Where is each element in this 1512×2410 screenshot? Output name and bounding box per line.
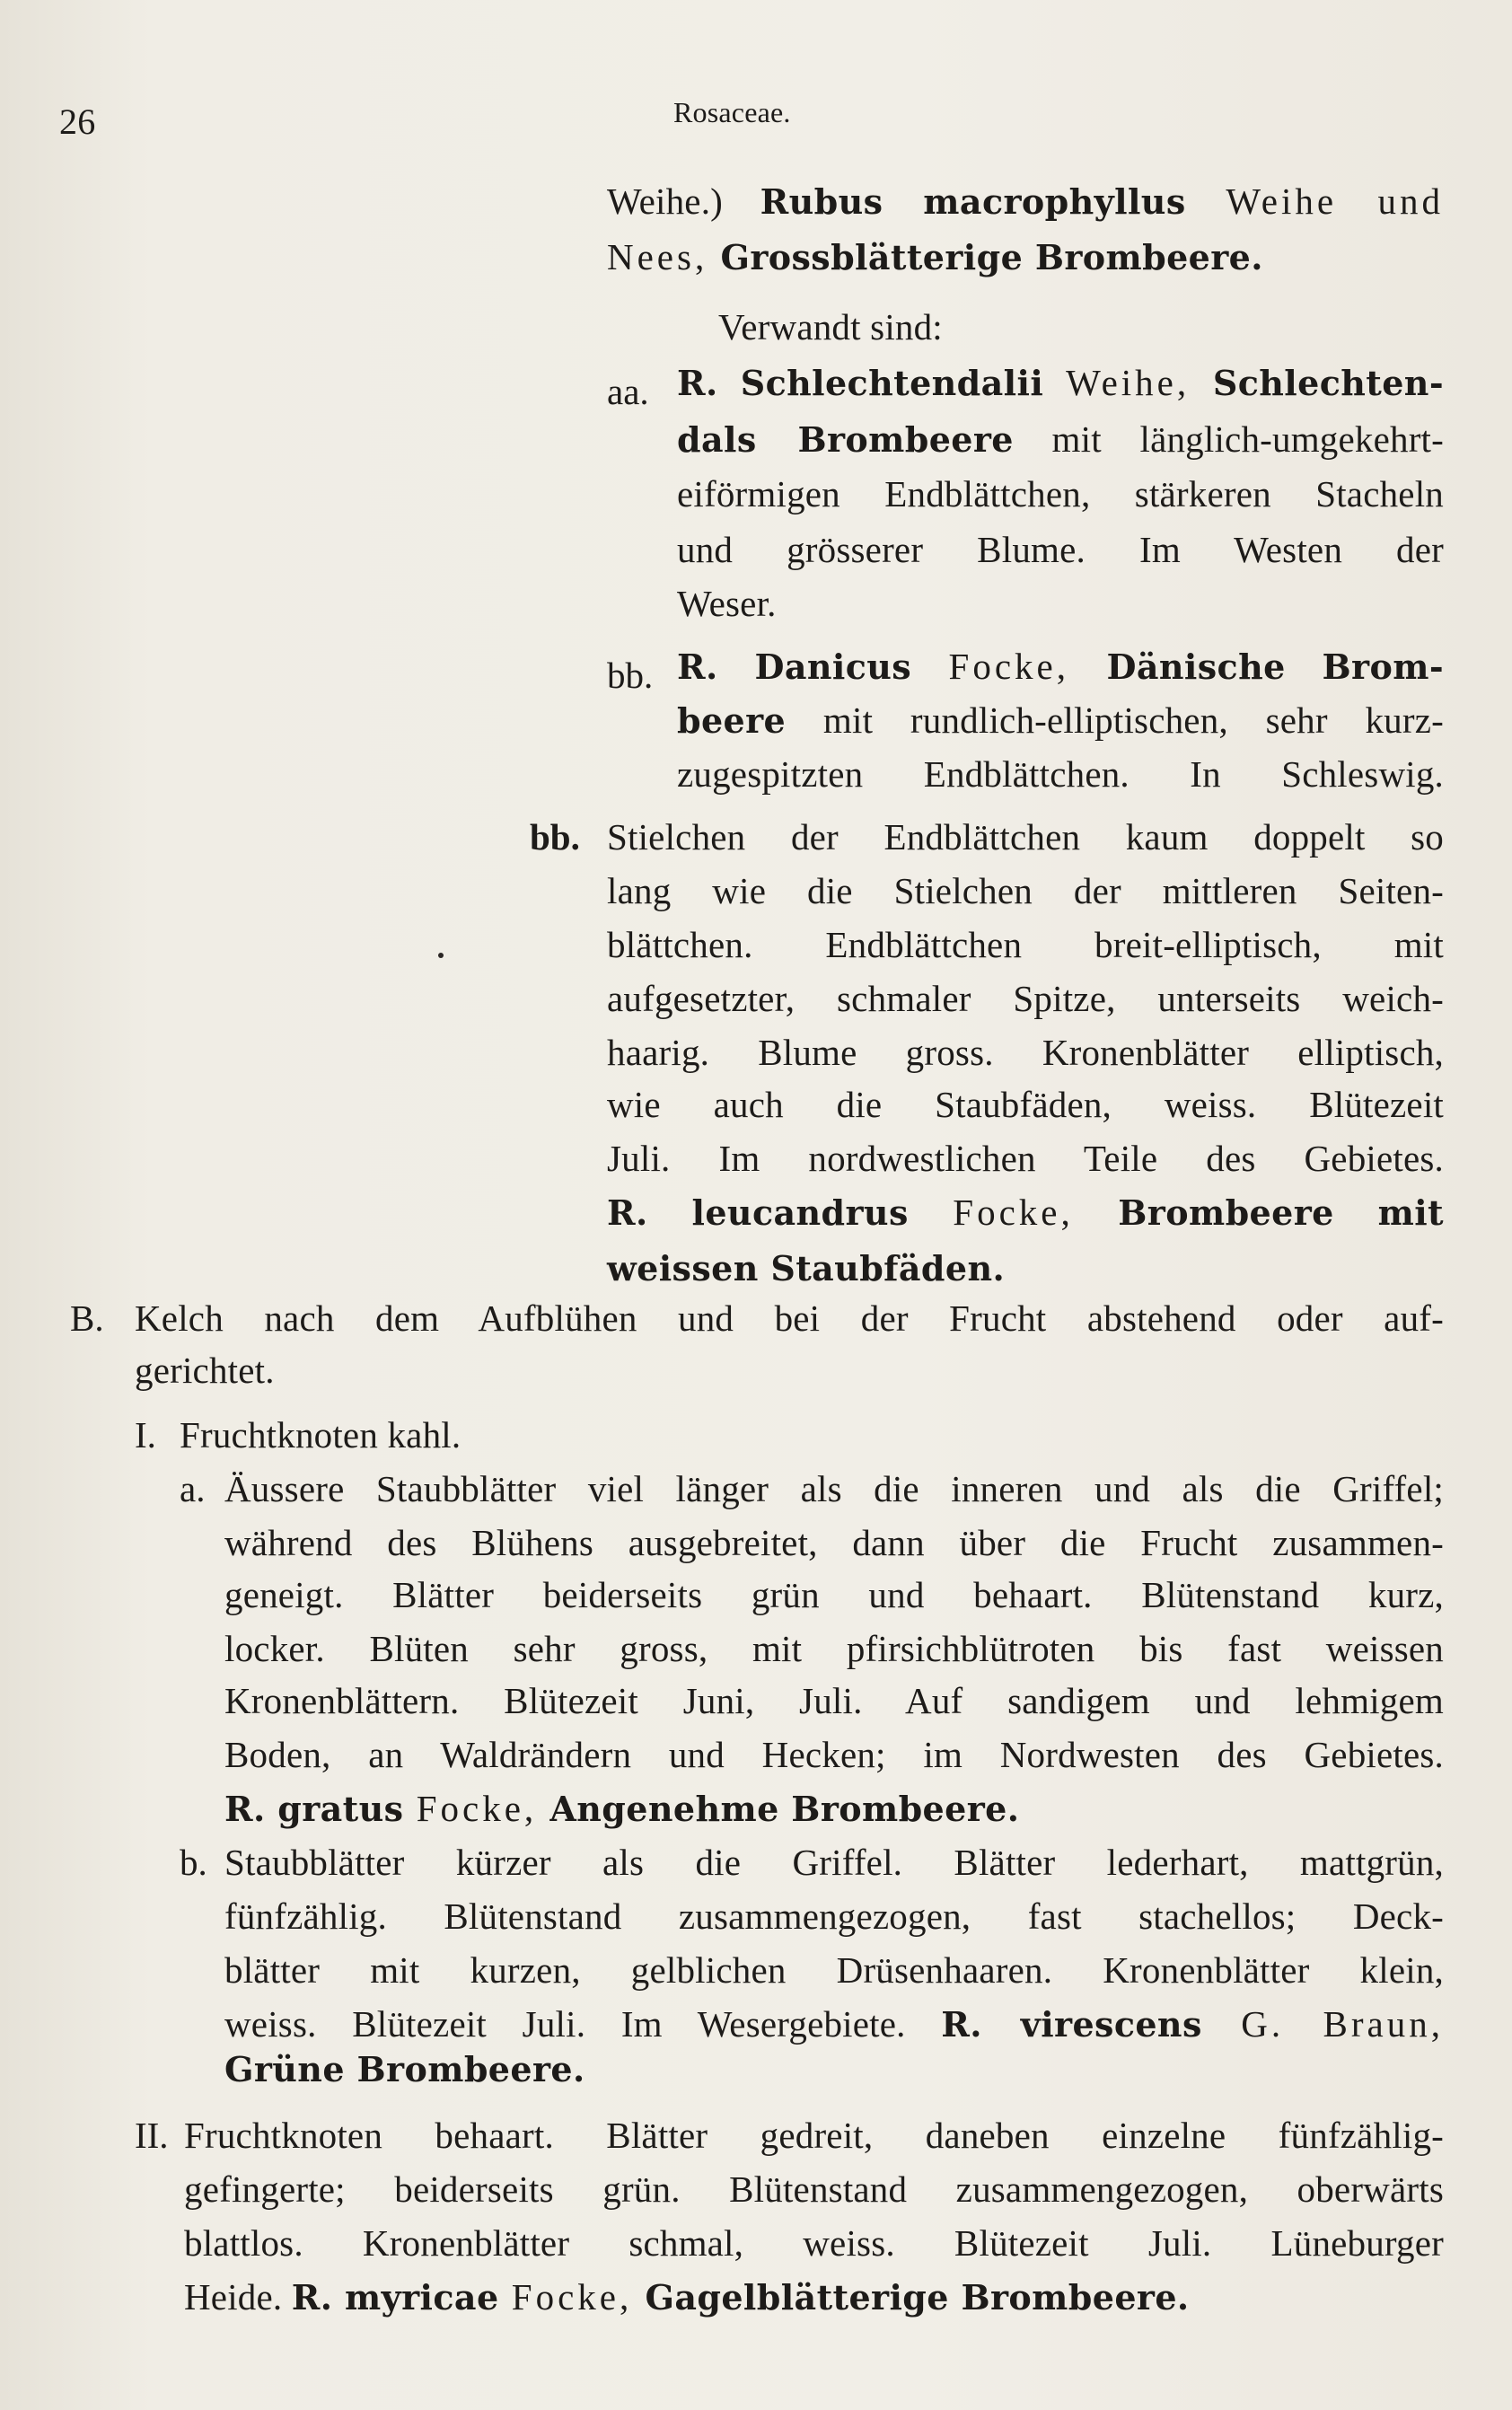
author-name: Focke,: [911, 646, 1107, 687]
species-name: R. gratus: [224, 1789, 404, 1829]
text-line: [677, 361, 1444, 405]
text-line: [607, 235, 1263, 279]
text-line: gefingerte; beiderseits grün. Blütenstand zusammengezogen, oberwärts: [184, 2168, 1444, 2210]
text-run: mit rundlich-elliptischen, sehr kurz-: [786, 699, 1444, 741]
text-line: [607, 180, 1444, 224]
text-run: weiss. Blütezeit Juli. Im Wesergebiete.: [224, 2003, 942, 2045]
text-run: Heide.: [184, 2276, 292, 2318]
text-line: Stielchen der Endblättchen kaum doppelt so: [607, 816, 1444, 858]
page-number: 26: [59, 101, 96, 142]
running-title: Rosaceae.: [673, 96, 791, 128]
species-name: Rubus macrophyllus: [760, 181, 1186, 222]
text-line: wie auch die Staubfäden, weiss. Blütezeit: [607, 1084, 1444, 1125]
author-name: Focke,: [908, 1192, 1119, 1233]
species-name: R. leucandrus: [607, 1192, 909, 1233]
text-line: zugespitzten Endblättchen. In Schleswig.: [677, 753, 1444, 795]
text-line: Weser.: [677, 583, 777, 624]
species-name: R. Schlechtendalii: [677, 363, 1044, 403]
text-line: [677, 418, 1444, 462]
text-line: blätter mit kurzen, gelblichen Drüsenhaaren. Kronenblätter klein,: [224, 1949, 1444, 1991]
common-name: Grüne Brombeere.: [224, 2049, 585, 2089]
common-name: Angenehme Brombeere.: [549, 1789, 1020, 1829]
text-line: locker. Blüten sehr gross, mit pfirsichblütroten bis fast weissen: [224, 1628, 1444, 1669]
text-line: [224, 2047, 585, 2091]
common-name: weissen Staubfäden.: [607, 1248, 1006, 1289]
text-line: haarig. Blume gross. Kronenblätter elliptisch,: [607, 1032, 1444, 1073]
text-line: Äussere Staubblätter viel länger als die inneren und als die Griffel;: [224, 1468, 1444, 1509]
text-line: [677, 699, 1444, 743]
text-line: Staubblätter kürzer als die Griffel. Blätter lederhart, mattgrün,: [224, 1842, 1444, 1883]
text-line: Kronenblättern. Blütezeit Juni, Juli. Auf sandigem und lehmigem: [224, 1680, 1444, 1721]
author-name: Nees,: [607, 236, 721, 277]
author-name: Focke,: [498, 2276, 646, 2318]
text-line: [224, 2002, 1444, 2046]
text-line: [184, 2275, 1190, 2319]
text-run: Weihe.): [607, 180, 760, 222]
text-line: aufgesetzter, schmaler Spitze, unterseits weich-: [607, 978, 1444, 1019]
text-line: Verwandt sind:: [718, 306, 943, 347]
species-name: R. virescens: [941, 2004, 1202, 2045]
text-line: Fruchtknoten kahl.: [180, 1414, 462, 1456]
item-label: b.: [180, 1842, 207, 1883]
text-line: lang wie die Stielchen der mittleren Seiten-: [607, 870, 1444, 911]
common-name: Schlechten-: [1212, 363, 1444, 403]
text-run: Weihe und: [1185, 180, 1444, 222]
text-line: fünfzählig. Blütenstand zusammengezogen, fast stachellos; Deck-: [224, 1895, 1444, 1937]
common-name: Gagelblätterige Brombeere.: [645, 2277, 1190, 2318]
species-name: R. Danicus: [677, 646, 912, 687]
section-label: B.: [70, 1297, 104, 1339]
common-name: Dänische Brom-: [1106, 646, 1444, 687]
margin-dot: [438, 953, 444, 958]
author-name: G. Braun,: [1201, 2003, 1444, 2045]
common-name: Grossblätterige Brombeere.: [720, 237, 1263, 277]
author-name: Weihe,: [1043, 362, 1213, 403]
text-line: Boden, an Waldrändern und Hecken; im Nordwesten des Gebietes.: [224, 1734, 1444, 1775]
text-line: blättchen. Endblättchen breit-elliptisch, mit: [607, 924, 1444, 965]
common-name: beere: [677, 700, 787, 741]
text-line: während des Blühens ausgebreitet, dann über die Frucht zusammen-: [224, 1522, 1444, 1563]
text-line: [677, 645, 1444, 689]
item-label: a.: [180, 1468, 206, 1509]
text-line: [607, 1246, 1005, 1290]
text-line: und grösserer Blume. Im Westen der: [677, 529, 1444, 570]
text-line: Fruchtknoten behaart. Blätter gedreit, daneben einzelne fünfzählig-: [184, 2115, 1444, 2156]
text-line: [224, 1787, 1019, 1831]
text-line: blattlos. Kronenblätter schmal, weiss. Blütezeit Juli. Lüneburger: [184, 2222, 1444, 2264]
item-label: aa.: [607, 371, 649, 412]
text-line: Juli. Im nordwestlichen Teile des Gebietes.: [607, 1138, 1444, 1179]
author-name: Focke,: [403, 1788, 550, 1829]
text-line: geneigt. Blätter beiderseits grün und behaart. Blütenstand kurz,: [224, 1574, 1444, 1615]
item-label: bb.: [530, 816, 580, 858]
section-label: II.: [135, 2115, 169, 2156]
common-name: Brombeere mit: [1118, 1192, 1444, 1233]
text-line: [607, 1191, 1444, 1235]
text-line: gerichtet.: [135, 1350, 275, 1391]
text-line: Kelch nach dem Aufblühen und bei der Frucht abstehend oder auf-: [135, 1297, 1444, 1339]
text-line: eiförmigen Endblättchen, stärkeren Stacheln: [677, 473, 1444, 515]
section-label: I.: [135, 1414, 156, 1456]
species-name: R. myricae: [291, 2277, 499, 2318]
common-name: dals Brombeere: [677, 419, 1014, 460]
text-run: mit länglich-umgekehrt-: [1013, 418, 1444, 460]
item-label: bb.: [607, 655, 654, 696]
